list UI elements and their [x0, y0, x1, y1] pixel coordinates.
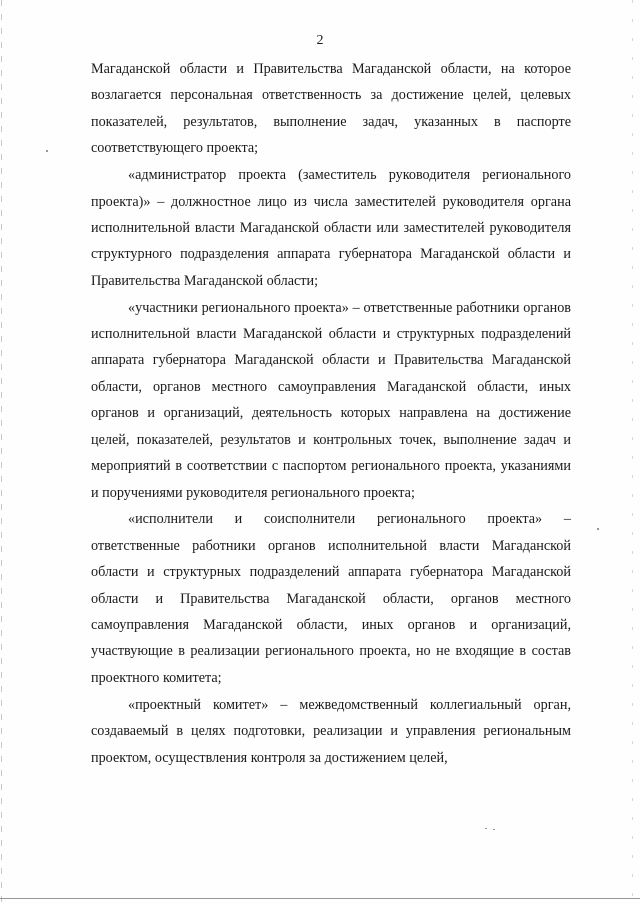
document-body [91, 56, 571, 771]
scan-edge-right [632, 0, 633, 905]
paragraph-project-committee: «проектный комитет» – межведомственный коллегиальный орган, создаваемый в целях подготовки, реализации и управления региональным проектом, осуществления контроля за достижением целей, [91, 696, 571, 766]
page-number: 2 [316, 33, 324, 48]
paragraph-project-participants: «участники регионального проекта» – ответственные работники органов исполнительной власти Магаданской области и структурных подразделений аппарата губернатора Магаданской области и Правительства Магаданской области, органов местного самоуправления Магаданской области, иных органов и организаций, деятельность которых направлена на достижение целей, показателей, результатов и контрольных точек, выполнение задач и мероприятий в соответствии с паспортом регионального проекта, указаниями и поручениями руководителя регионального проекта; [91, 299, 571, 501]
scan-speck [493, 829, 495, 830]
paragraph-project-executors: «исполнители и соисполнители регионального проекта» – ответственные работники органов исполнительной власти Магаданской области и структурных подразделений аппарата губернатора Магаданской области и Правительства Магаданской области, органов местного самоуправления Магаданской области, иных органов и организаций, участвующие в реализации регионального проекта, но не входящие в состав проектного комитета; [91, 511, 571, 686]
paragraph-continuation: Магаданской области и Правительства Магаданской области, на которое возлагается персональная ответственность за достижение целей, целевых показателей, результатов, выполнение задач, указанных в паспорте соответствующего проекта; [91, 61, 571, 157]
scan-edge-left [1, 0, 2, 905]
scan-speck [485, 828, 487, 829]
paragraph-project-administrator: «администратор проекта (заместитель руководителя регионального проекта)» – должностное лицо из числа заместителей руководителя органа исполнительной власти Магаданской области или заместителей руководителя структурного подразделения аппарата губернатора Магаданской области и Правительства Магаданской области; [91, 167, 571, 289]
scan-bottom-edge [0, 898, 640, 899]
scan-speck [597, 528, 599, 530]
scan-speck [46, 150, 48, 152]
